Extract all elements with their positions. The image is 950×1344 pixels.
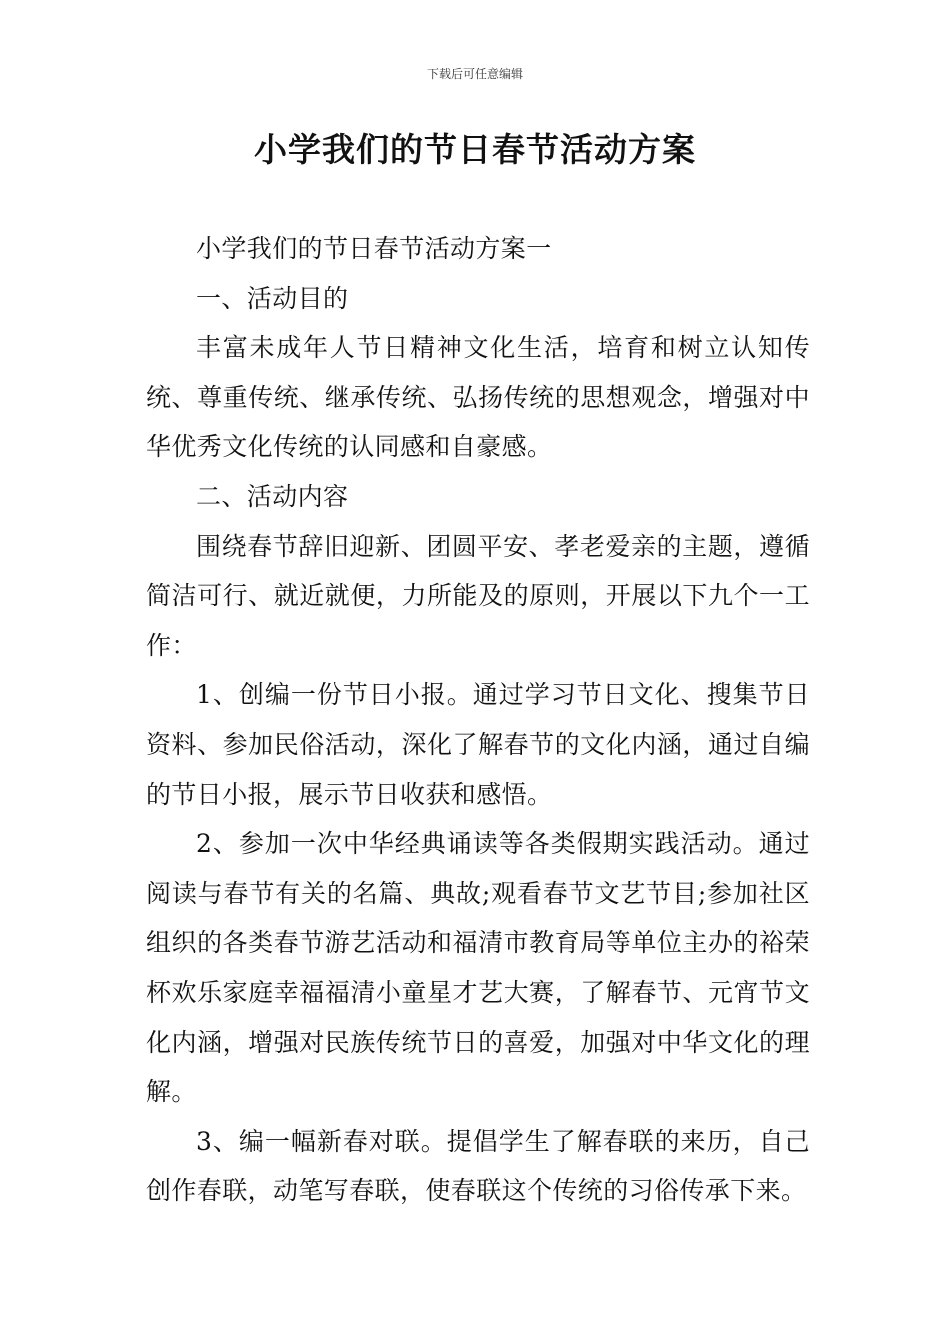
item-3-paragraph: 3、编一幅新春对联。提倡学生了解春联的来历，自己创作春联，动笔写春联，使春联这个传统的习俗传承下来。 bbox=[146, 1126, 810, 1206]
purpose-paragraph: 丰富未成年人节日精神文化生活，培育和树立认知传统、尊重传统、继承传统、弘扬传统的思想观念，增强对中华优秀文化传统的认同感和自豪感。 bbox=[146, 333, 810, 462]
section-heading-content: 二、活动内容 bbox=[196, 481, 349, 511]
content-intro-paragraph: 围绕春节辞旧迎新、团圆平安、孝老爱亲的主题，遵循简洁可行、就近就便，力所能及的原则，开展以下九个一工作： bbox=[146, 531, 810, 660]
section-heading-purpose: 一、活动目的 bbox=[196, 283, 349, 313]
subtitle-paragraph: 小学我们的节日春节活动方案一 bbox=[196, 234, 552, 263]
item-1-paragraph: 1、创编一份节日小报。通过学习节日文化、搜集节日资料、参加民俗活动，深化了解春节的文化内涵，通过自编的节日小报，展示节日收获和感悟。 bbox=[146, 680, 810, 809]
document-body bbox=[146, 224, 810, 1216]
header-note: 下载后可任意编辑 bbox=[426, 67, 523, 81]
item-2-paragraph: 2、参加一次中华经典诵读等各类假期实践活动。通过阅读与春节有关的名篇、典故;观看春节文艺节目;参加社区组织的各类春节游艺活动和福清市教育局等单位主办的裕荣杯欢乐家庭幸福福清小童星才艺大赛，了解春节、元宵节文化内涵，增强对民族传统节日的喜爱，加强对中华文化的理解。 bbox=[146, 829, 810, 1107]
document-title: 小学我们的节日春节活动方案 bbox=[254, 130, 696, 169]
